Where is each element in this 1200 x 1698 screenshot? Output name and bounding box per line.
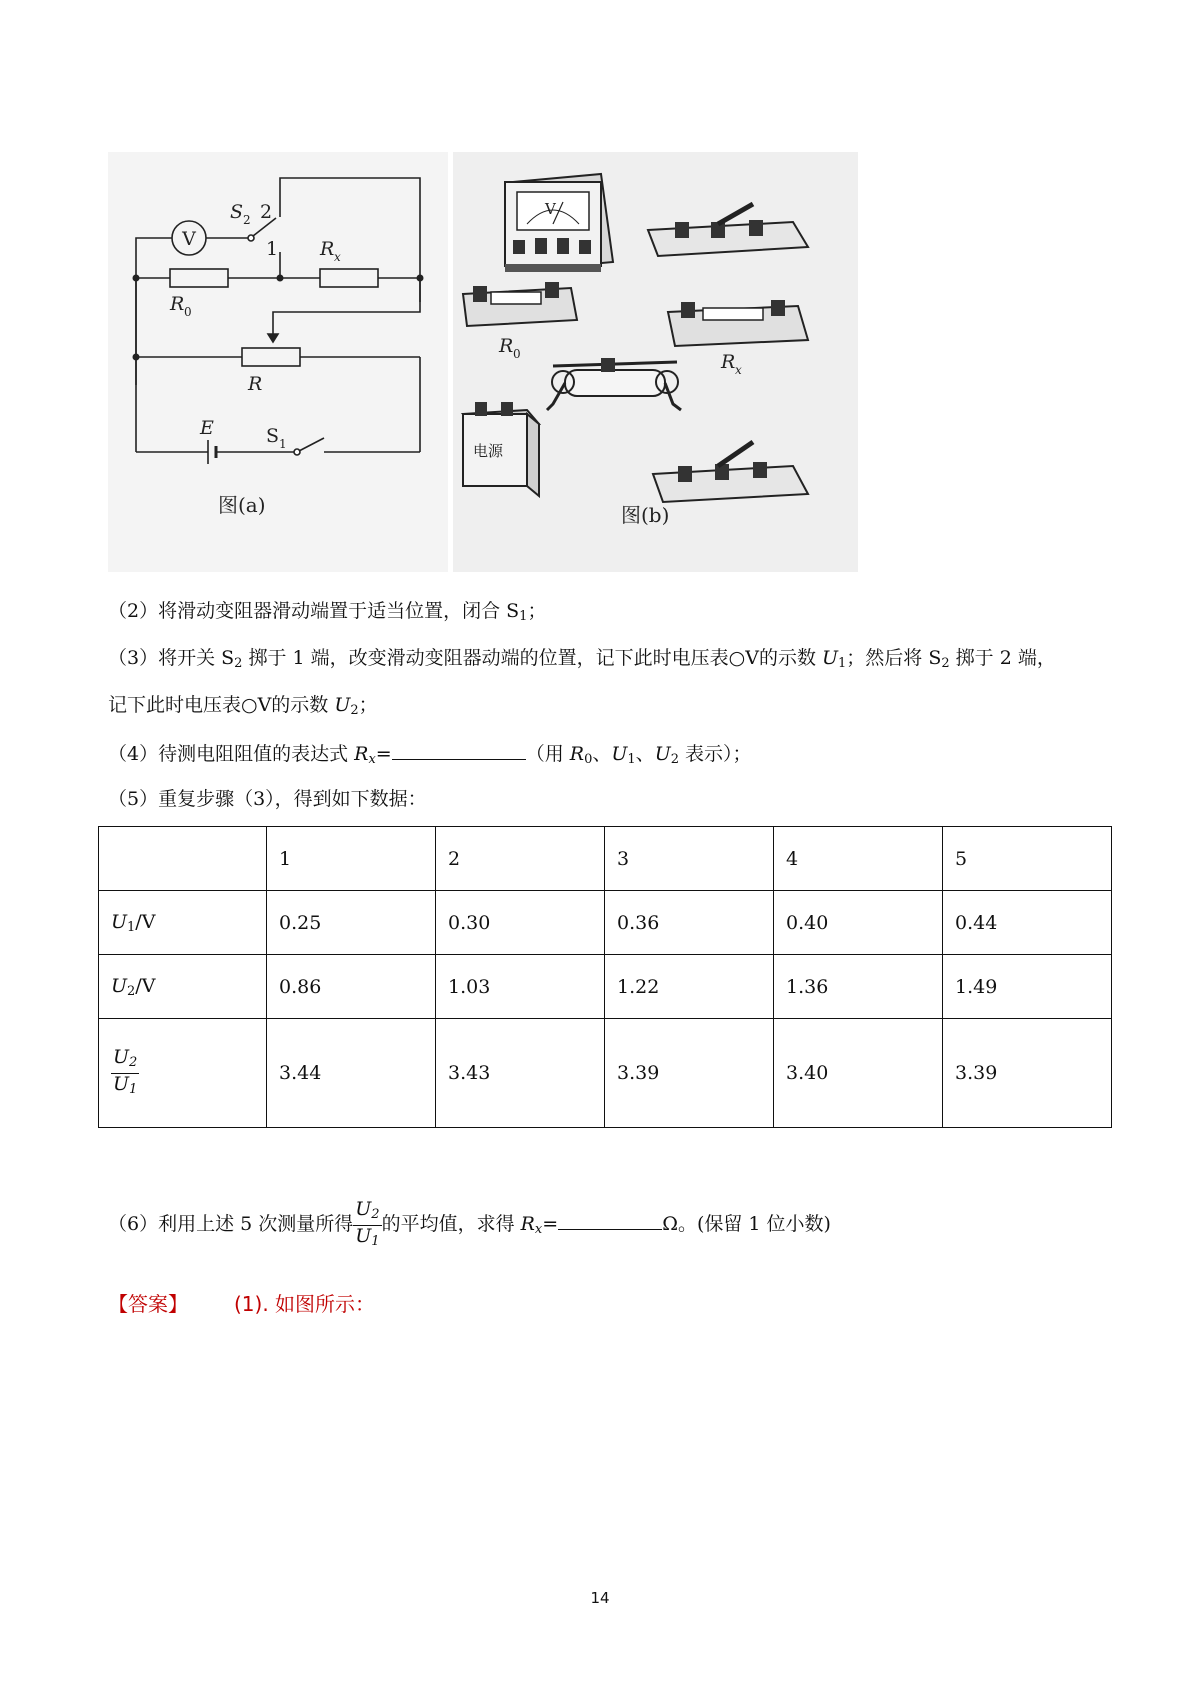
table-cell: 0.86 bbox=[267, 955, 436, 1019]
r0-label: R bbox=[170, 293, 185, 315]
table-cell: 3.44 bbox=[267, 1019, 436, 1128]
step-5: （5）重复步骤（3），得到如下数据： bbox=[108, 788, 427, 810]
figure-area bbox=[108, 152, 858, 572]
row-label-u1: $U_1/V$ bbox=[99, 891, 267, 955]
answer-line bbox=[108, 1288, 375, 1317]
rx-label: R bbox=[320, 238, 335, 260]
junction-dot bbox=[133, 354, 140, 361]
r0-sub: 0 bbox=[184, 305, 192, 319]
circuit-diagram-a bbox=[108, 152, 448, 572]
row-label-ratio bbox=[99, 1019, 267, 1128]
figure-b-caption: 图(b) bbox=[621, 503, 670, 527]
r0-device-sub: 0 bbox=[513, 347, 521, 361]
rx-device-label: R bbox=[721, 351, 736, 373]
table-header-cell: 2 bbox=[436, 827, 605, 891]
switch-s1-label: S bbox=[266, 425, 280, 447]
switch-s1-sub: 1 bbox=[279, 437, 287, 451]
table-header-cell: 1 bbox=[267, 827, 436, 891]
ratio-fraction: $\frac{U_2}{U_1}$ bbox=[111, 1047, 139, 1100]
r0-device-label: R bbox=[499, 335, 514, 357]
apparatus-diagram-b bbox=[453, 152, 858, 572]
switch-s2-sub: 2 bbox=[243, 213, 251, 227]
step-6: （6）利用上述 5 次测量所得 $\frac{U_2}{U_1}$ 的平均值，求得 $R_x= \Omega$。(保留 1 位小数) bbox=[108, 1198, 831, 1256]
rheostat-device bbox=[547, 358, 681, 410]
answer-text: (1). 如图所示： bbox=[234, 1292, 376, 1316]
table-header-cell bbox=[99, 827, 267, 891]
table-cell: 3.39 bbox=[605, 1019, 774, 1128]
voltmeter-label: V bbox=[182, 228, 196, 250]
rx-sub: x bbox=[334, 250, 341, 264]
page-number: 14 bbox=[590, 1589, 610, 1607]
table-header-cell: 5 bbox=[943, 827, 1112, 891]
knife-switch-top bbox=[648, 204, 808, 256]
rheostat-r-label: R bbox=[248, 373, 263, 395]
power-supply-device bbox=[463, 402, 539, 496]
table-row bbox=[99, 891, 1112, 955]
voltmeter-device bbox=[505, 174, 613, 272]
table-cell: 3.40 bbox=[774, 1019, 943, 1128]
battery-e-label: E bbox=[200, 417, 214, 439]
knife-switch-bottom bbox=[653, 442, 808, 502]
apparatus-svg bbox=[453, 152, 858, 572]
resistor-rx-device bbox=[668, 300, 808, 377]
table-cell: 1.03 bbox=[436, 955, 605, 1019]
junction-dot bbox=[133, 275, 140, 282]
figure-a-caption: 图(a) bbox=[218, 493, 266, 517]
table-header-cell: 4 bbox=[774, 827, 943, 891]
table-row bbox=[99, 1019, 1112, 1128]
table-cell: 0.36 bbox=[605, 891, 774, 955]
switch-pos-2-label: 2 bbox=[260, 201, 273, 223]
step-6-fraction: $\frac{U_2}{U_1}$ bbox=[353, 1199, 381, 1252]
rx-device-sub: x bbox=[735, 363, 742, 377]
step-3-line-1: （3）将开关 $S_2$ 掷于 1 端，改变滑动变阻器动端的位置，记下此时电压表○V的示数 $U_1$；然后将 $S_2$ 掷于 2 端， bbox=[108, 647, 1056, 671]
answer-tag: 【答案】 bbox=[108, 1292, 188, 1316]
table-header-row bbox=[99, 827, 1112, 891]
table-cell: 0.25 bbox=[267, 891, 436, 955]
step-4: （4）待测电阻阻值的表达式 $R_x=$ （用 $R_0$、$U_1$、$U_2$ 表示）； bbox=[108, 739, 752, 773]
table-header-cell: 3 bbox=[605, 827, 774, 891]
junction-dot bbox=[417, 275, 424, 282]
table-cell: 1.49 bbox=[943, 955, 1112, 1019]
rx-value-blank[interactable] bbox=[558, 1209, 662, 1230]
step-3-line-2: 记下此时电压表○V的示数 $U_2$； bbox=[108, 694, 378, 718]
switch-s2-label: S bbox=[230, 201, 244, 223]
table-cell: 3.43 bbox=[436, 1019, 605, 1128]
rx-expression-blank[interactable] bbox=[392, 739, 526, 760]
table-cell: 0.44 bbox=[943, 891, 1112, 955]
step-2: （2）将滑动变阻器滑动端置于适当位置，闭合 $S_1$； bbox=[108, 600, 547, 624]
table-cell: 0.40 bbox=[774, 891, 943, 955]
voltmeter-device-label: V bbox=[545, 200, 556, 218]
power-supply-label: 电源 bbox=[473, 442, 504, 460]
table-row bbox=[99, 955, 1112, 1019]
row-label-u2: $U_2/V$ bbox=[99, 955, 267, 1019]
table-cell: 3.39 bbox=[943, 1019, 1112, 1128]
circuit-diagram-svg bbox=[108, 152, 448, 572]
switch-pos-1-label: 1 bbox=[266, 238, 279, 260]
table-cell: 1.36 bbox=[774, 955, 943, 1019]
table-cell: 0.30 bbox=[436, 891, 605, 955]
table-cell: 1.22 bbox=[605, 955, 774, 1019]
resistor-r0-device bbox=[463, 282, 577, 361]
data-table bbox=[98, 826, 1112, 1128]
junction-dot bbox=[277, 275, 284, 282]
